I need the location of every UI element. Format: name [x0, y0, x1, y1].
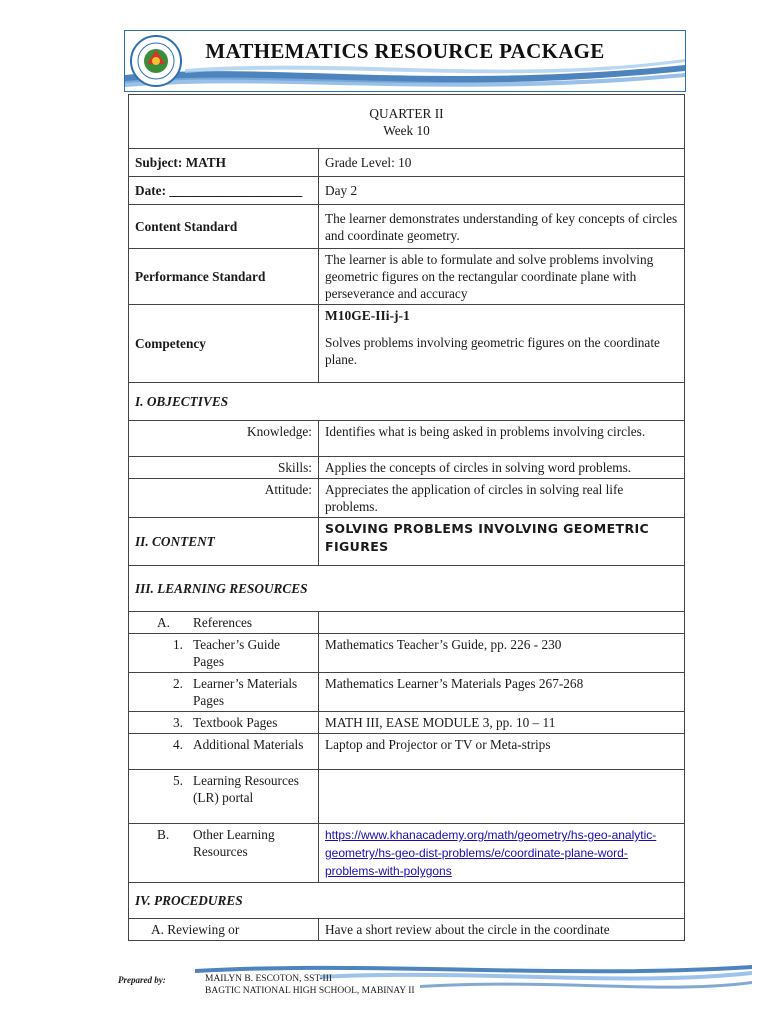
- header-banner: [124, 30, 686, 92]
- attitude-label: Attitude:: [129, 479, 319, 518]
- table-row: [129, 673, 685, 712]
- resource-number: 1.: [173, 637, 183, 652]
- attitude-text: Appreciates the application of circles in solving real life problems.: [319, 479, 685, 518]
- resource-number: 2.: [173, 676, 183, 691]
- resource-value: [319, 770, 685, 824]
- table-row: [129, 824, 685, 883]
- resource-label-cell: [129, 734, 319, 770]
- table-row: [129, 383, 685, 421]
- content-heading: II. CONTENT: [129, 518, 319, 566]
- day-cell: Day 2: [319, 177, 685, 205]
- other-resources-letter: B.: [157, 827, 170, 842]
- table-row: [129, 149, 685, 177]
- table-row: [129, 305, 685, 383]
- table-row: [129, 518, 685, 566]
- content-title-cell: [319, 518, 685, 566]
- table-row: [129, 734, 685, 770]
- table-row: [129, 770, 685, 824]
- resource-value: Mathematics Learner’s Materials Pages 267-268: [319, 673, 685, 712]
- procedures-heading: IV. PROCEDURES: [129, 883, 685, 919]
- resource-label-cell: [129, 634, 319, 673]
- resource-label: Learning Resources (LR) portal: [193, 773, 299, 805]
- resource-label-cell: [129, 770, 319, 824]
- content-standard-text: The learner demonstrates understanding of key concepts of circles and coordinate geometry.: [319, 205, 685, 249]
- author-name: MAILYN B. ESCOTON, SST-III: [205, 974, 333, 984]
- author-block: [205, 973, 415, 997]
- page-footer: [0, 955, 768, 1015]
- lesson-plan-table: [128, 94, 685, 941]
- performance-standard-text: The learner is able to formulate and solve problems involving geometric figures on the rectangular coordinate plane with perseverance and accuracy: [319, 249, 685, 305]
- table-row: [129, 919, 685, 941]
- other-resources-label: Other Learning Resources: [193, 827, 275, 859]
- knowledge-text: Identifies what is being asked in problems involving circles.: [319, 421, 685, 457]
- competency-label: Competency: [129, 305, 319, 383]
- objectives-heading: I. OBJECTIVES: [129, 383, 685, 421]
- competency-code: M10GE-IIi-j-1: [325, 308, 410, 323]
- references-label: References: [193, 615, 253, 630]
- references-cell: [129, 612, 319, 634]
- grade-level-cell: Grade Level: 10: [319, 149, 685, 177]
- week-label: Week 10: [383, 122, 430, 138]
- table-row: [129, 883, 685, 919]
- table-row: [129, 177, 685, 205]
- resource-value: MATH III, EASE MODULE 3, pp. 10 – 11: [319, 712, 685, 734]
- resource-label: Teacher’s Guide Pages: [193, 637, 281, 669]
- table-row: [129, 479, 685, 518]
- table-row: [129, 612, 685, 634]
- resource-label: Textbook Pages: [193, 715, 278, 730]
- competency-cell: [319, 305, 685, 383]
- performance-standard-label: Performance Standard: [129, 249, 319, 305]
- prepared-by-label: Prepared by:: [118, 975, 166, 985]
- table-row: [129, 249, 685, 305]
- khanacademy-link[interactable]: https://www.khanacademy.org/math/geometry/hs-geo-analytic-geometry/hs-geo-dist-problems/e/coordinate-plane-word-problems-with-polygons: [325, 828, 657, 878]
- page-title: MATHEMATICS RESOURCE PACKAGE: [205, 39, 605, 63]
- competency-text: Solves problems involving geometric figures on the coordinate plane.: [325, 335, 660, 367]
- resource-number: 4.: [173, 737, 183, 752]
- resource-label: Additional Materials: [193, 737, 304, 752]
- table-row: [129, 457, 685, 479]
- skills-label: Skills:: [129, 457, 319, 479]
- resource-number: 5.: [173, 773, 183, 788]
- table-row: [129, 634, 685, 673]
- quarter-label: QUARTER II: [369, 105, 444, 121]
- resource-value: Mathematics Teacher’s Guide, pp. 226 - 230: [319, 634, 685, 673]
- table-row: [129, 421, 685, 457]
- procedure-a-text: Have a short review about the circle in the coordinate: [319, 919, 685, 941]
- school-name: BAGTIC NATIONAL HIGH SCHOOL, MABINAY II: [205, 986, 415, 996]
- content-standard-label: Content Standard: [129, 205, 319, 249]
- content-title: SOLVING PROBLEMS INVOLVING GEOMETRIC FIGURES: [325, 521, 650, 554]
- skills-text: Applies the concepts of circles in solving word problems.: [319, 457, 685, 479]
- resource-label-cell: [129, 673, 319, 712]
- table-row: [129, 95, 685, 149]
- procedure-a-label: A. Reviewing or: [129, 919, 319, 941]
- date-cell: Date: ____________________: [129, 177, 319, 205]
- resource-label: Learner’s Materials Pages: [193, 676, 298, 708]
- other-resources-link-cell: [319, 824, 685, 883]
- subject-cell: Subject: MATH: [129, 149, 319, 177]
- table-row: [129, 566, 685, 612]
- resource-number: 3.: [173, 715, 183, 730]
- table-row: [129, 205, 685, 249]
- references-value: [319, 612, 685, 634]
- resources-heading: III. LEARNING RESOURCES: [129, 566, 685, 612]
- knowledge-label: Knowledge:: [129, 421, 319, 457]
- resource-label-cell: [129, 712, 319, 734]
- table-row: [129, 712, 685, 734]
- quarter-cell: [129, 95, 685, 149]
- resource-value: Laptop and Projector or TV or Meta-strips: [319, 734, 685, 770]
- other-resources-cell: [129, 824, 319, 883]
- references-letter: A.: [157, 615, 170, 630]
